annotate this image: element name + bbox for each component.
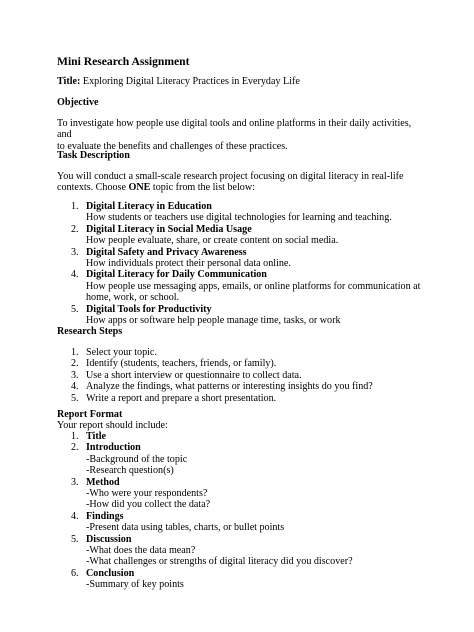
objective-paragraph — [57, 118, 427, 152]
format-list — [57, 431, 427, 591]
item-number: 4. — [71, 381, 79, 393]
task-heading: Task Description — [57, 150, 130, 161]
list-item — [57, 304, 427, 327]
list-item — [57, 269, 427, 303]
section-subpoint: -Research question(s) — [86, 465, 174, 477]
topic-title: Digital Literacy in Education — [86, 201, 212, 212]
task-line — [57, 182, 427, 193]
section-subpoint: -What does the data mean? — [86, 545, 196, 557]
topic-description: How individuals protect their personal data online. — [86, 258, 291, 270]
list-item — [57, 381, 427, 392]
topic-title: Digital Tools for Productivity — [86, 303, 212, 315]
objective-line: to evaluate the benefits and challenges of these practices. — [57, 140, 288, 152]
list-item — [57, 201, 427, 224]
section-title: Method — [86, 476, 120, 488]
topic-title: Digital Literacy for Daily Communication — [86, 269, 267, 281]
title-label: Title: — [57, 76, 81, 87]
topic-title: Digital Literacy in Social Media Usage — [86, 223, 252, 235]
item-number: 2. — [71, 442, 79, 454]
document-heading: Mini Research Assignment — [57, 55, 190, 68]
section-subpoint: -Background of the topic — [86, 453, 188, 465]
item-number: 6. — [71, 567, 79, 579]
task-emphasis: ONE — [128, 182, 151, 194]
list-item — [57, 370, 427, 381]
task-line: You will conduct a small-scale research project focusing on digital literacy in real-life — [57, 171, 404, 182]
list-item — [57, 568, 427, 591]
format-intro: Your report should include: — [57, 420, 168, 431]
topic-list — [57, 201, 427, 326]
list-item — [57, 477, 427, 511]
section-subpoint: -How did you collect the data? — [86, 499, 211, 511]
section-subpoint: -Who were your respondents? — [86, 488, 208, 500]
item-number: 3. — [71, 476, 79, 488]
list-item — [57, 442, 427, 476]
topic-description: How people evaluate, share, or create content on social media. — [86, 235, 339, 247]
item-number: 2. — [71, 358, 79, 370]
topic-description: How apps or software help people manage time, tasks, or work — [86, 315, 341, 327]
item-number: 4. — [71, 510, 79, 522]
list-item — [57, 347, 427, 358]
item-number: 3. — [71, 369, 79, 381]
list-item — [57, 224, 427, 247]
section-title: Title — [86, 431, 107, 442]
item-number: 5. — [71, 533, 79, 545]
title-text: Exploring Digital Literacy Practices in Everyday Life — [82, 76, 300, 87]
item-number: 5. — [71, 303, 79, 315]
section-subpoint: -Summary of key points — [86, 579, 184, 591]
list-item — [57, 247, 427, 270]
objective-line: To investigate how people use digital tools and online platforms in their daily activities, and — [57, 118, 412, 141]
section-title: Discussion — [86, 533, 132, 545]
item-number: 3. — [71, 246, 79, 258]
item-number: 1. — [71, 347, 79, 358]
list-item — [57, 358, 427, 369]
item-number: 5. — [71, 392, 79, 404]
steps-list — [57, 347, 427, 404]
section-subpoint: -Present data using tables, charts, or bullet points — [86, 522, 285, 534]
task-text: topic from the list below: — [150, 182, 255, 194]
list-item — [57, 393, 427, 404]
list-item — [57, 534, 427, 568]
topic-description: How students or teachers use digital technologies for learning and teaching. — [86, 212, 392, 224]
section-title: Conclusion — [86, 567, 135, 579]
step-text: Analyze the findings, what patterns or interesting insights do you find? — [86, 381, 373, 393]
format-heading: Report Format — [57, 409, 123, 420]
list-item — [57, 431, 427, 442]
item-number: 1. — [71, 431, 79, 442]
objective-heading: Objective — [57, 97, 99, 108]
item-number: 4. — [71, 269, 79, 281]
step-text: Use a short interview or questionnaire to collect data. — [86, 369, 302, 381]
topic-description: How people use messaging apps, emails, or online platforms for communication at — [86, 280, 421, 292]
task-paragraph — [57, 171, 427, 194]
list-item — [57, 511, 427, 534]
section-title: Introduction — [86, 442, 141, 454]
steps-heading: Research Steps — [57, 326, 123, 337]
task-text: contexts. Choose — [57, 182, 129, 194]
section-subpoint: -What challenges or strengths of digital literacy did you discover? — [86, 556, 353, 568]
step-text: Identify (students, teachers, friends, or family). — [86, 358, 277, 370]
topic-title: Digital Safety and Privacy Awareness — [86, 246, 247, 258]
step-text: Write a report and prepare a short presentation. — [86, 392, 277, 404]
assignment-title-line — [57, 76, 427, 87]
step-text: Select your topic. — [86, 347, 157, 358]
topic-description: home, work, or school. — [86, 292, 180, 304]
section-title: Findings — [86, 510, 124, 522]
item-number: 1. — [71, 201, 79, 212]
item-number: 2. — [71, 223, 79, 235]
